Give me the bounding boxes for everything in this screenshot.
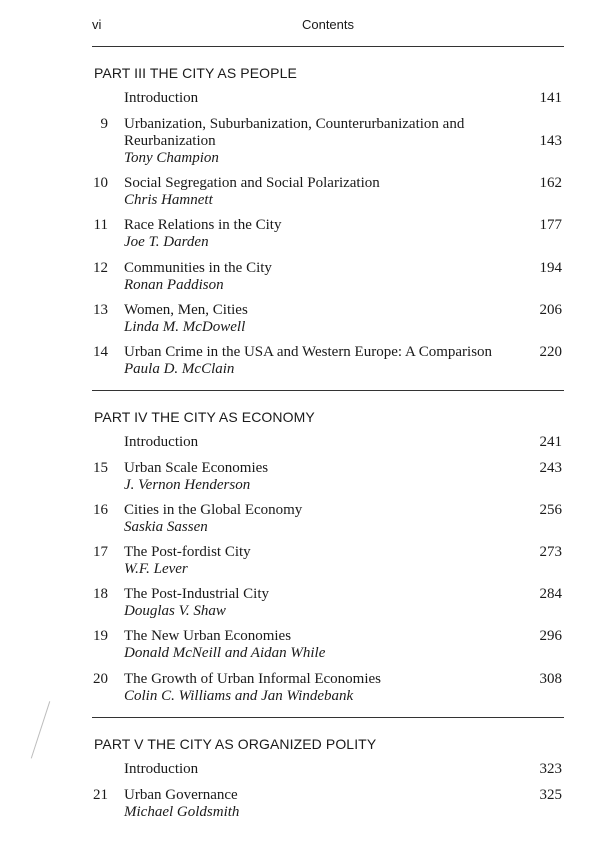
entry-author: W.F. Lever (124, 561, 188, 577)
part-heading: PART III THE CITY AS PEOPLE (94, 65, 297, 81)
entry-title: Urban Scale Economies (124, 460, 269, 476)
entry-author: Paula D. McClain (124, 361, 235, 377)
entry-author: Linda M. McDowell (124, 319, 246, 335)
chapter-number: 18 (93, 586, 108, 602)
chapter-number: 9 (100, 116, 108, 132)
entry-title: Introduction (124, 90, 199, 106)
entry-author: Michael Goldsmith (124, 804, 240, 820)
chapter-number: 21 (93, 787, 108, 803)
entry-title: Race Relations in the City (124, 217, 282, 233)
page-number: 284 (539, 586, 562, 602)
running-head (92, 15, 564, 35)
entry-author: Colin C. Williams and Jan Windebank (124, 688, 354, 704)
chapter-number: 11 (93, 217, 108, 233)
entry-author: Tony Champion (124, 150, 219, 166)
page-number: 243 (539, 460, 562, 476)
entry-title-block (124, 116, 514, 167)
divider (92, 390, 564, 391)
chapter-number: 16 (93, 502, 108, 518)
entry-title-block (124, 502, 514, 536)
chapter-number: 15 (93, 460, 108, 476)
entry-title: The Post-Industrial City (124, 586, 269, 602)
entry-author: J. Vernon Henderson (124, 477, 251, 493)
page-number: 194 (539, 260, 562, 276)
entry-author: Donald McNeill and Aidan While (124, 645, 326, 661)
chapter-number: 13 (93, 302, 108, 318)
entry-title-block (124, 761, 514, 778)
entry-title-block (124, 344, 544, 378)
entry-author: Joe T. Darden (124, 234, 209, 250)
entry-title: Women, Men, Cities (124, 302, 248, 318)
entry-title: Urban Governance (124, 787, 238, 803)
entry-title-block (124, 302, 514, 336)
chapter-number: 10 (93, 175, 108, 191)
page-number: 256 (539, 502, 562, 518)
entry-title: Cities in the Global Economy (124, 502, 303, 518)
entry-title: The Growth of Urban Informal Economies (124, 671, 382, 687)
entry-title-block (124, 460, 514, 494)
folio: vi (92, 17, 102, 32)
entry-title-block (124, 671, 514, 705)
entry-title: Urbanization, Suburbanization, Counterurbanization and (124, 116, 465, 132)
page-number: 206 (539, 302, 562, 318)
entry-title-block (124, 260, 514, 294)
page-number: 241 (539, 434, 562, 450)
divider (92, 46, 564, 47)
entry-title: Urban Crime in the USA and Western Europe: A Comparison (124, 344, 493, 360)
page-number: 273 (539, 544, 562, 560)
entry-title-block (124, 434, 514, 451)
divider (92, 717, 564, 718)
entry-author: Chris Hamnett (124, 192, 213, 208)
entry-title-block (124, 175, 514, 209)
chapter-number: 19 (93, 628, 108, 644)
page-number: 143 (539, 133, 562, 149)
part-heading: PART IV THE CITY AS ECONOMY (94, 409, 315, 425)
entry-title-continued: Reurbanization (124, 133, 216, 149)
page-number: 220 (539, 344, 562, 360)
entry-author: Saskia Sassen (124, 519, 208, 535)
entry-author: Ronan Paddison (124, 277, 224, 293)
chapter-number: 17 (93, 544, 108, 560)
entry-title: Introduction (124, 434, 199, 450)
page-number: 323 (539, 761, 562, 777)
entry-title-block (124, 787, 514, 821)
entry-title-block (124, 90, 514, 107)
page-number: 296 (539, 628, 562, 644)
entry-title-block (124, 628, 514, 662)
entry-title: Social Segregation and Social Polarization (124, 175, 380, 191)
entry-title-block (124, 586, 514, 620)
entry-title: The New Urban Economies (124, 628, 292, 644)
running-head-title: Contents (301, 17, 355, 32)
part-heading: PART V THE CITY AS ORGANIZED POLITY (94, 736, 377, 752)
page-number: 141 (539, 90, 562, 106)
entry-title: Communities in the City (124, 260, 272, 276)
page-number: 325 (539, 787, 562, 803)
page-number: 177 (539, 217, 562, 233)
chapter-number: 20 (93, 671, 108, 687)
entry-title: Introduction (124, 761, 199, 777)
entry-author: Douglas V. Shaw (124, 603, 226, 619)
chapter-number: 14 (93, 344, 108, 360)
page-number: 162 (539, 175, 562, 191)
scan-mark (31, 701, 51, 759)
page-number: 308 (539, 671, 562, 687)
entry-title: The Post-fordist City (124, 544, 251, 560)
chapter-number: 12 (93, 260, 108, 276)
entry-title-block (124, 544, 514, 578)
entry-title-block (124, 217, 514, 251)
